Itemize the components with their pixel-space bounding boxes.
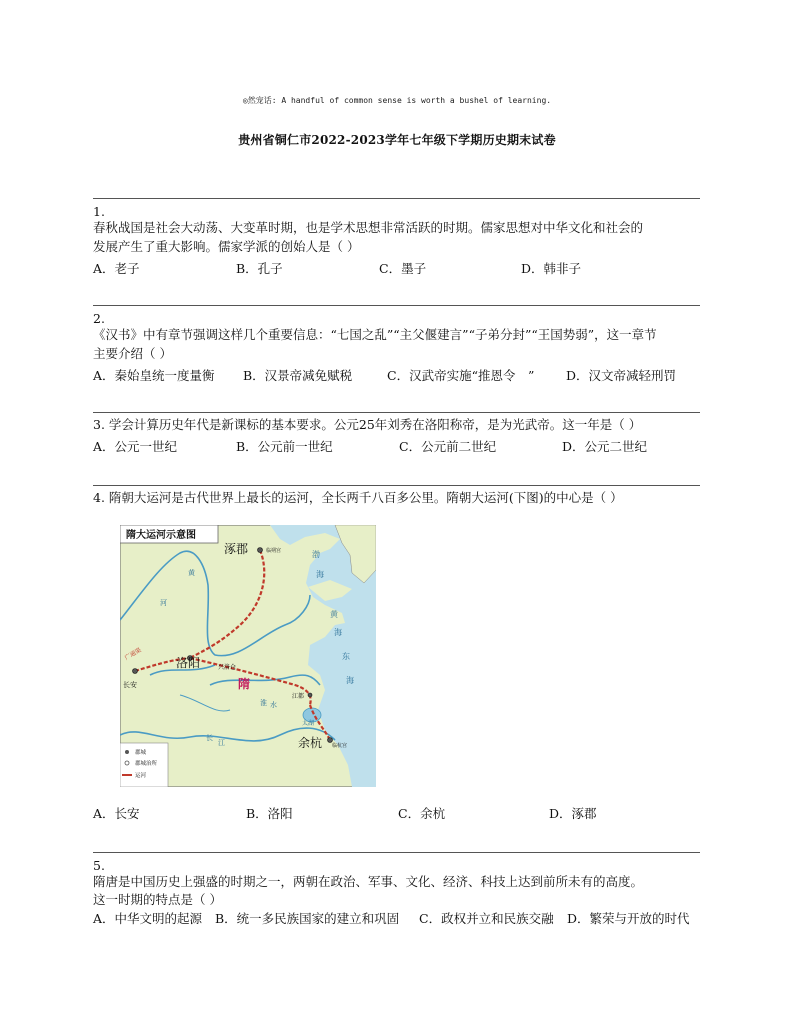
page-title: 贵州省铜仁市2022-2023学年七年级下学期历史期末试卷: [238, 133, 556, 147]
sea-char: 东: [342, 652, 350, 661]
question-2-line-1: 《汉书》中有章节强调这样几个重要信息：“七国之乱”“主父偃建言”“子弟分封”“王国势弱”，这一章节: [93, 327, 657, 342]
question-5-option-b[interactable]: B．统一多民族国家的建立和巩固: [215, 911, 400, 926]
legend-capital-icon: [125, 761, 129, 765]
jiangdu-marker: [308, 693, 312, 697]
question-divider: [93, 198, 700, 199]
river-char: 河: [160, 599, 167, 607]
changan-marker: [133, 669, 138, 674]
question-2-line-2: 主要介绍（ ）: [93, 346, 172, 361]
question-divider: [93, 485, 700, 486]
question-3-option-c[interactable]: C．公元前二世纪: [399, 439, 497, 454]
page-motto: ◎然宠话: A handful of common sense is worth a bushel of learning.: [242, 96, 552, 105]
question-2-number: 2.: [93, 311, 105, 326]
question-5-line-2: 这一时期的特点是（ ）: [93, 892, 222, 907]
legend-label: 郡城治所: [135, 761, 158, 767]
question-5-line-1: 隋唐是中国历史上强盛的时期之一，两朝在政治、军事、文化、经济、科技上达到前所未有的高度。: [93, 874, 644, 889]
sea-char: 海: [346, 676, 354, 685]
sea-char: 海: [334, 628, 342, 637]
zhuojun-note: 临朔宫: [266, 548, 282, 554]
question-1-option-b[interactable]: B．孔子: [236, 261, 283, 276]
sea-char: 海: [316, 570, 324, 579]
question-1-line-2: 发展产生了重大影响。儒家学派的创始人是（ ）: [93, 239, 360, 254]
question-4-option-d[interactable]: D．涿郡: [549, 806, 597, 821]
question-3-option-d[interactable]: D．公元二世纪: [562, 439, 648, 454]
question-2-option-b[interactable]: B．汉景帝减免赋税: [243, 368, 353, 383]
question-divider: [93, 305, 700, 306]
map-title: 隋大运河示意图: [126, 530, 196, 541]
question-5-option-c[interactable]: C．政权并立和民族交融: [419, 911, 554, 926]
river-char: 黄: [188, 569, 195, 577]
city-luoyang: 洛阳: [176, 656, 201, 670]
zhuojun-marker: [258, 548, 263, 553]
river-char: 淮: [260, 699, 267, 707]
question-1-line-1: 春秋战国是社会大动荡、大变革时期，也是学术思想非常活跃的时期。儒家思想对中华文化和社会的: [93, 220, 644, 235]
guangtong-label: 广通渠: [123, 646, 143, 662]
map-legend: [120, 743, 168, 787]
river-char: 江: [218, 739, 225, 747]
question-2-option-d[interactable]: D．汉文帝减轻刑罚: [566, 368, 677, 383]
question-4-option-c[interactable]: C．余杭: [398, 806, 446, 821]
sea-char: 黄: [330, 610, 338, 619]
question-5-number: 5.: [93, 858, 105, 873]
city-changan: 长安: [123, 681, 137, 689]
question-1-option-a[interactable]: A．老子: [93, 261, 140, 276]
question-4-option-a[interactable]: A．长安: [93, 806, 140, 821]
question-3-option-a[interactable]: A．公元一世纪: [93, 439, 178, 454]
river-char: 水: [270, 701, 277, 709]
question-2-option-c[interactable]: C．汉武帝实施“推恩令 ”: [387, 368, 535, 383]
river-char: 长: [206, 734, 213, 742]
question-3-text: 3. 学会计算历史年代是新课标的基本要求。公元25年刘秀在洛阳称帝，是为光武帝。这一年是（ ）: [93, 417, 642, 432]
grand-canal-map: [120, 525, 376, 787]
city-yuhang: 余杭: [298, 736, 323, 750]
sea-char: 渤: [312, 550, 320, 559]
question-5-option-d[interactable]: D．繁荣与开放的时代: [567, 911, 690, 926]
question-1-option-d[interactable]: D．韩非子: [521, 261, 582, 276]
question-1-option-c[interactable]: C．墨子: [379, 261, 427, 276]
city-jiangdu: 江都: [292, 693, 305, 700]
question-4-text: 4. 隋朝大运河是古代世界上最长的运河，全长两千八百多公里。隋朝大运河(下图)的中心是（ ）: [93, 490, 623, 505]
city-zhuojun: 涿郡: [224, 542, 249, 556]
legend-label: 运河: [135, 773, 147, 779]
legend-city-icon: [125, 750, 129, 754]
legend-label: 郡城: [135, 750, 147, 756]
question-4-option-b[interactable]: B．洛阳: [246, 806, 293, 821]
taihu-label: 太湖: [302, 720, 315, 727]
question-divider: [93, 412, 700, 413]
yuhang-note: 临杭宫: [332, 743, 348, 749]
question-2-option-a[interactable]: A．秦始皇统一度量衡: [93, 368, 215, 383]
question-divider: [93, 852, 700, 853]
city-xingluocang: 兴洛仓: [218, 664, 237, 671]
question-1-number: 1.: [93, 204, 105, 219]
question-3-option-b[interactable]: B．公元前一世纪: [236, 439, 333, 454]
yuhang-marker: [328, 738, 333, 743]
question-5-option-a[interactable]: A．中华文明的起源: [93, 911, 203, 926]
country-label: 隋: [238, 677, 251, 691]
